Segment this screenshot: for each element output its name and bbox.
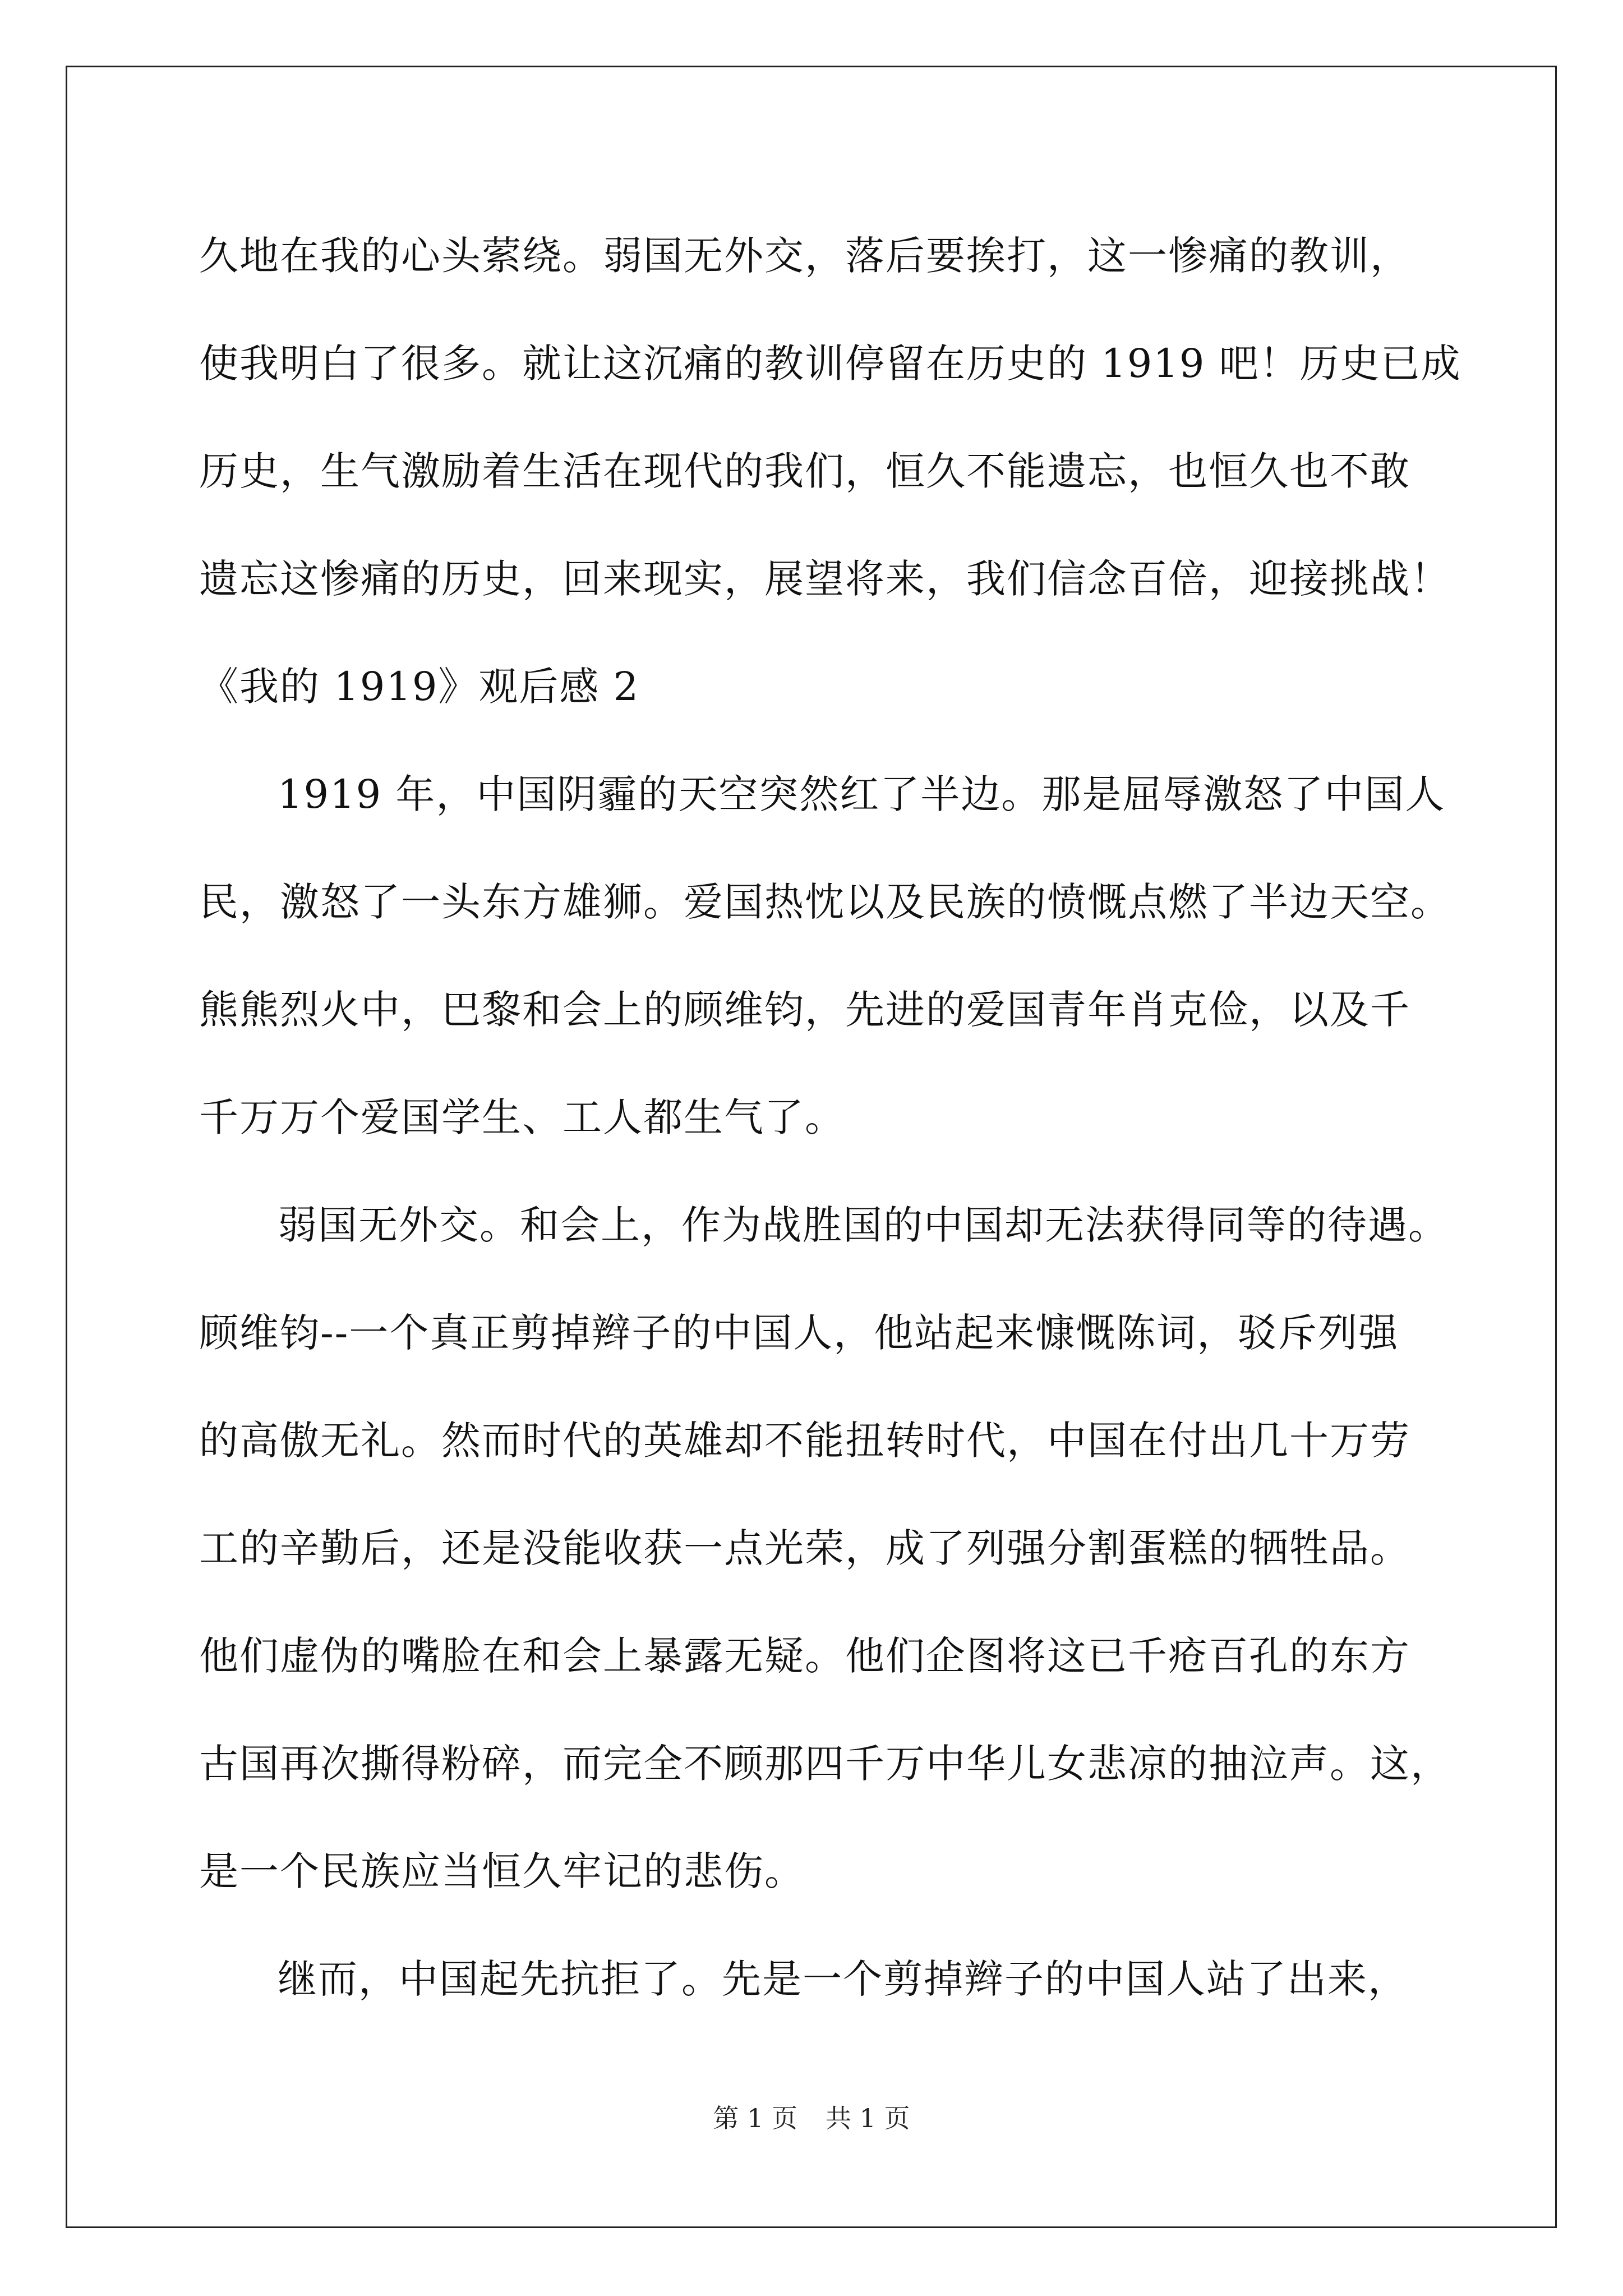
page-number-current: 第 1 页 (713, 2103, 797, 2133)
section-title: 《我的 1919》观后感 2 (199, 664, 640, 710)
text-line: 是一个民族应当恒久牢记的悲伤。 (199, 1848, 805, 1894)
text-line: 古国再次撕得粉碎，而完全不顾那四千万中华儿女悲凉的抽泣声。这， (199, 1741, 1451, 1787)
text-line: 民，激怒了一头东方雄狮。爱国热忱以及民族的愤慨点燃了半边天空。 (199, 879, 1451, 925)
text-line: 使我明白了很多。就让这沉痛的教训停留在历史的 1919 吧！历史已成 (199, 341, 1461, 386)
page-footer (0, 2098, 1623, 2135)
text-line: 久地在我的心头萦绕。弱国无外交，落后要挨打，这一惨痛的教训， (199, 233, 1410, 279)
text-line: 他们虚伪的嘴脸在和会上暴露无疑。他们企图将这已千疮百孔的东方 (199, 1633, 1410, 1679)
text-line: 工的辛勤后，还是没能收获一点光荣，成了列强分割蛋糕的牺牲品。 (199, 1525, 1410, 1571)
text-line: 千万万个爱国学生、工人都生气了。 (199, 1094, 845, 1140)
text-line: 遗忘这惨痛的历史，回来现实，展望将来，我们信念百倍，迎接挑战！ (199, 556, 1451, 602)
text-line: 历史，生气激励着生活在现代的我们，恒久不能遗忘，也恒久也不敢 (199, 448, 1410, 494)
text-line: 继而，中国起先抗拒了。先是一个剪掉辫子的中国人站了出来， (278, 1956, 1408, 2002)
text-line: 熊熊烈火中，巴黎和会上的顾维钧，先进的爱国青年肖克俭，以及千 (199, 987, 1410, 1033)
text-line: 1919 年，中国阴霾的天空突然红了半边。那是屈辱激怒了中国人 (278, 771, 1446, 817)
page-number-total: 共 1 页 (826, 2103, 910, 2133)
text-line: 的高傲无礼。然而时代的英雄却不能扭转时代，中国在付出几十万劳 (199, 1418, 1410, 1464)
text-line: 顾维钧--一个真正剪掉辫子的中国人，他站起来慷慨陈词，驳斥列强 (199, 1310, 1399, 1356)
document-body (199, 202, 1461, 2033)
text-line: 弱国无外交。和会上，作为战胜国的中国却无法获得同等的待遇。 (278, 1202, 1449, 1248)
